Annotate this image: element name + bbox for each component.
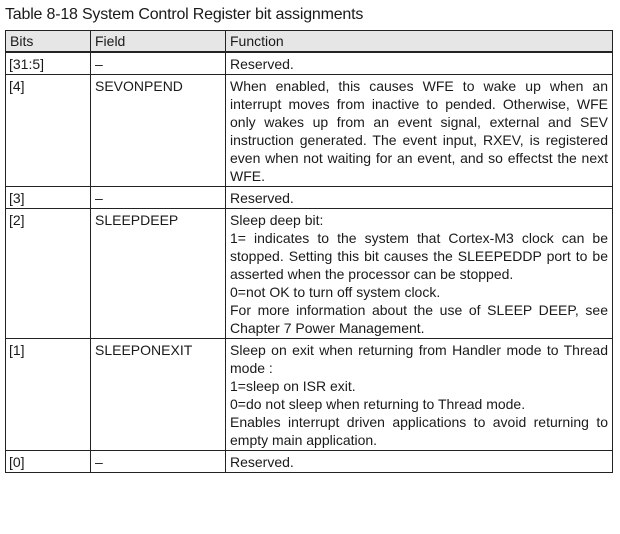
bits-cell: [0] — [6, 451, 91, 473]
function-cell — [226, 451, 613, 473]
function-line: 1=sleep on ISR exit. — [230, 378, 356, 394]
function-line: 0=do not sleep when returning to Thread mode. — [230, 396, 526, 412]
function-line: Enables interrupt driven applications to avoid returning to empty main application. — [230, 414, 608, 448]
function-line: Reserved. — [230, 190, 294, 206]
function-cell — [226, 209, 613, 339]
function-line: Reserved. — [230, 454, 294, 470]
function-cell — [226, 187, 613, 209]
bits-cell: [4] — [6, 75, 91, 187]
field-cell: SLEEPDEEP — [91, 209, 226, 339]
function-line: 0=not OK to turn off system clock. — [230, 284, 441, 300]
table-row — [6, 209, 613, 339]
function-line: 1= indicates to the system that Cortex-M3 clock can be stopped. Setting this bit causes the SLEEPEDDP port to be asserted when the processor can be stopped. — [230, 230, 608, 282]
table-header-row — [6, 31, 613, 53]
function-cell — [226, 52, 613, 75]
field-cell: SEVONPEND — [91, 75, 226, 187]
bits-cell: [31:5] — [6, 52, 91, 75]
field-cell: SLEEPONEXIT — [91, 339, 226, 451]
bits-cell: [2] — [6, 209, 91, 339]
table-row — [6, 451, 613, 473]
table-row — [6, 339, 613, 451]
function-cell — [226, 75, 613, 187]
function-line: Sleep deep bit: — [230, 212, 324, 228]
field-cell: – — [91, 451, 226, 473]
table-row — [6, 187, 613, 209]
function-line: For more information about the use of SLEEP DEEP, see Chapter 7 Power Management. — [230, 302, 608, 336]
bits-cell: [1] — [6, 339, 91, 451]
function-line: When enabled, this causes WFE to wake up when an interrupt moves from inactive to pended. Otherwise, WFE only wakes up from an event signal, external and SEV instruction generated. The event input, RXEV, is registered even when not waiting for an event, and so effectst the next WFE. — [230, 78, 608, 184]
field-cell: – — [91, 187, 226, 209]
function-line: Sleep on exit when returning from Handler mode to Thread mode : — [230, 342, 608, 376]
function-line: Reserved. — [230, 56, 294, 72]
column-header-bits: Bits — [6, 31, 91, 53]
function-cell — [226, 339, 613, 451]
column-header-field: Field — [91, 31, 226, 53]
table-row — [6, 75, 613, 187]
register-bit-table — [5, 30, 613, 473]
field-cell: – — [91, 52, 226, 75]
table-row — [6, 52, 613, 75]
bits-cell: [3] — [6, 187, 91, 209]
table-caption: Table 8-18 System Control Register bit assignments — [5, 6, 364, 23]
column-header-function: Function — [226, 31, 613, 53]
